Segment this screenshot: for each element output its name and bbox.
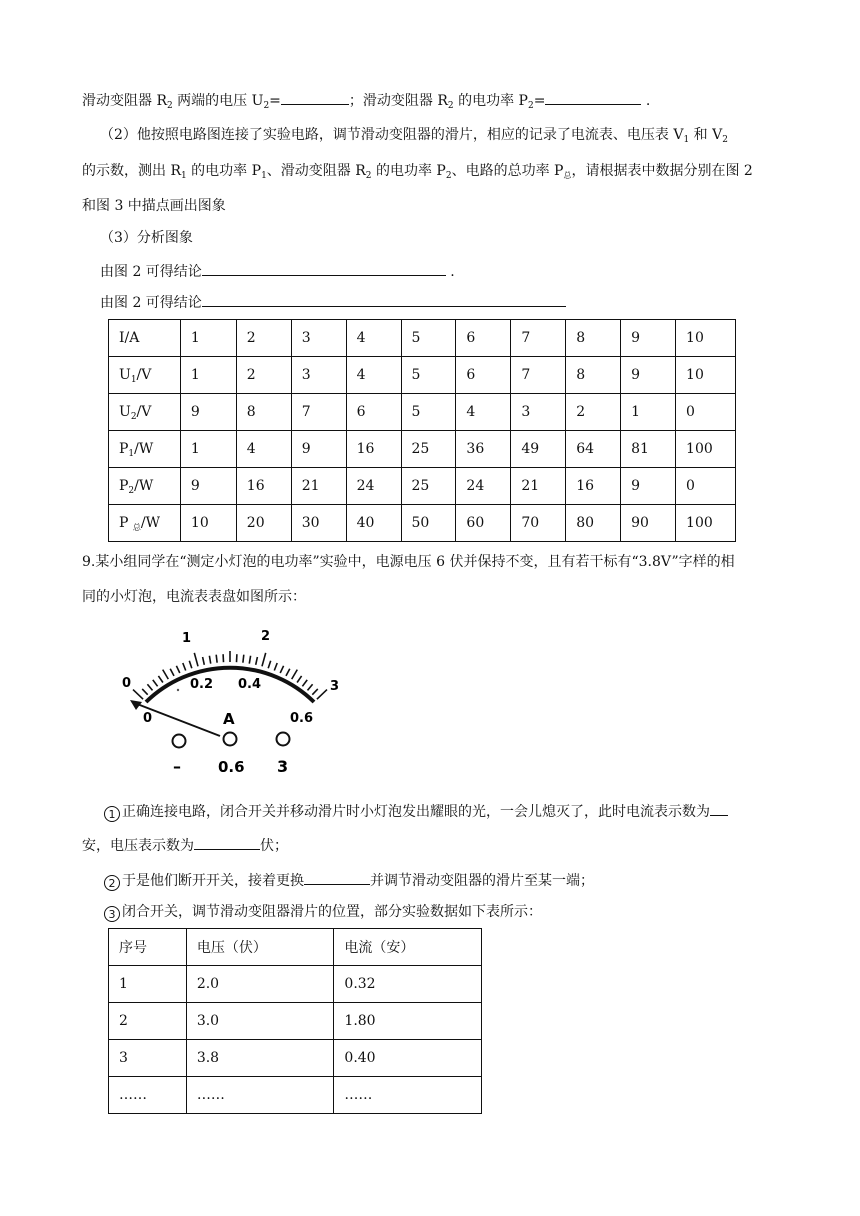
- table-row: [109, 1003, 482, 1040]
- terminal-3: [277, 733, 290, 746]
- label-tail: /V: [136, 367, 152, 383]
- dial-tick: [158, 676, 163, 683]
- dial-arc: [146, 668, 314, 702]
- table-cell: 4: [236, 431, 291, 468]
- table-row: [109, 394, 736, 431]
- dial-tick: [268, 661, 271, 669]
- table-cell: 80: [566, 505, 621, 542]
- blank-u2[interactable]: [281, 90, 349, 105]
- subscript: 1: [261, 171, 267, 181]
- label-text: U: [119, 367, 131, 383]
- terminal-label-minus: –: [173, 757, 181, 776]
- terminal-06: [224, 733, 237, 746]
- table-cell: 7: [511, 320, 566, 357]
- table-cell: 2: [109, 1003, 187, 1040]
- row-label: [109, 320, 181, 357]
- table-cell: 5: [401, 357, 456, 394]
- text: 和 V: [689, 127, 723, 143]
- table-cell: 0: [676, 394, 736, 431]
- dial-tick: [286, 669, 290, 676]
- dial-tick: [243, 655, 244, 663]
- top-label-1: 1: [182, 631, 192, 646]
- table-cell: 3.0: [186, 1003, 334, 1040]
- table-header-cell: 序号: [109, 929, 187, 966]
- dial-tick: [308, 684, 313, 690]
- text: 的电功率 P: [371, 163, 446, 179]
- table-cell: 16: [236, 468, 291, 505]
- label-sub: 1: [130, 375, 137, 385]
- table-cell: 16: [346, 431, 401, 468]
- text: 于是他们断开开关，接着更换: [122, 873, 304, 889]
- subscript: 1: [683, 135, 690, 145]
- label-text: U: [119, 404, 131, 420]
- table-header-row: [109, 929, 482, 966]
- table-cell: 3: [291, 357, 346, 394]
- row-label: [109, 468, 181, 505]
- table-cell: 7: [291, 394, 346, 431]
- circled-number: 3: [104, 906, 120, 922]
- blank-conclusion-1[interactable]: [202, 261, 446, 276]
- text: 伏；: [260, 838, 288, 854]
- dial-tick: [147, 684, 152, 690]
- subscript: 2: [365, 171, 372, 181]
- top-label-2: 2: [261, 629, 271, 644]
- table-row: [109, 320, 736, 357]
- table-cell: 60: [456, 505, 511, 542]
- q2-line3: 和图 3 中描点画出图象: [82, 198, 226, 214]
- bottom-label-0: 0: [143, 711, 153, 726]
- table-row: [109, 468, 736, 505]
- ammeter-dial: [110, 620, 350, 780]
- dial-tick: [317, 690, 327, 700]
- table-cell: 1: [180, 431, 236, 468]
- text: 并调节滑动变阻器的滑片至某一端；: [370, 873, 594, 889]
- label-sub: 1: [128, 449, 135, 459]
- table-cell: 8: [236, 394, 291, 431]
- text: 滑动变阻器 R: [82, 93, 167, 109]
- table-cell: 9: [180, 394, 236, 431]
- step-3: [104, 902, 542, 922]
- table-cell: 6: [346, 394, 401, 431]
- subscript: 2: [447, 101, 454, 111]
- text: 由图 2 可得结论: [100, 295, 202, 311]
- table-cell: 100: [676, 431, 736, 468]
- table-cell: 8: [566, 320, 621, 357]
- table-cell: 10: [676, 357, 736, 394]
- table-cell: 9: [621, 468, 676, 505]
- table-cell: 9: [180, 468, 236, 505]
- table-row: [109, 505, 736, 542]
- dial-tick: [133, 690, 143, 700]
- table-cell: 2.0: [186, 966, 334, 1003]
- dial-tick: [312, 689, 318, 695]
- table-cell: ……: [334, 1077, 482, 1114]
- dial-tick: [163, 670, 169, 680]
- table-cell: 8: [566, 357, 621, 394]
- table-cell: 9: [621, 357, 676, 394]
- table-cell: 16: [566, 468, 621, 505]
- table-cell: 24: [456, 468, 511, 505]
- text: 的电功率 P: [453, 93, 528, 109]
- dial-tick: [142, 689, 148, 695]
- table-cell: 30: [291, 505, 346, 542]
- dial-tick: [209, 656, 210, 664]
- table-cell: 21: [291, 468, 346, 505]
- table-row: [109, 357, 736, 394]
- text: .: [641, 93, 651, 109]
- blank-conclusion-2[interactable]: [202, 292, 566, 307]
- subscript: 总: [563, 171, 572, 180]
- table-cell: 4: [346, 357, 401, 394]
- dial-tick: [153, 680, 158, 686]
- data-table-1: [108, 319, 736, 542]
- text: 由图 2 可得结论: [100, 264, 202, 280]
- table-cell: 36: [456, 431, 511, 468]
- table-row: [109, 966, 482, 1003]
- unit-label: A: [223, 710, 235, 728]
- table-cell: 7: [511, 357, 566, 394]
- subscript: 2: [722, 135, 728, 145]
- step-1-line1: [104, 801, 728, 822]
- text: 闭合开关，调节滑动变阻器滑片的位置，部分实验数据如下表所示：: [122, 904, 542, 920]
- table-cell: 9: [621, 320, 676, 357]
- q3-title: （3）分析图象: [100, 230, 193, 246]
- text: ，请根据表中数据分别在图 2: [571, 163, 753, 179]
- table-cell: 3: [511, 394, 566, 431]
- table-row: [109, 1077, 482, 1114]
- label-text: P: [119, 441, 129, 457]
- circled-number: 1: [104, 806, 120, 822]
- table-cell: 3: [109, 1040, 187, 1077]
- dial-tick: [297, 676, 302, 683]
- dial-tick: [302, 680, 307, 686]
- table-cell: 20: [236, 505, 291, 542]
- bottom-label-02: 0.2: [190, 677, 214, 692]
- table-cell: 0.40: [334, 1040, 482, 1077]
- subscript: 1: [181, 171, 187, 181]
- label-text: I/A: [119, 330, 140, 346]
- terminal-label-3: 3: [277, 757, 289, 776]
- dial-tick: [216, 655, 217, 663]
- label-text: P: [119, 515, 133, 531]
- step-2: [104, 870, 594, 891]
- table-cell: ……: [186, 1077, 334, 1114]
- text: 的电功率 P: [186, 163, 262, 179]
- text: 正确连接电路，闭合开关并移动滑片时小灯泡发出耀眼的光，一会儿熄灭了，此时电流表示数为: [122, 804, 710, 820]
- table-cell: 2: [566, 394, 621, 431]
- table-cell: 5: [401, 320, 456, 357]
- text: 安，电压表示数为: [82, 838, 194, 854]
- circled-number: 2: [104, 875, 120, 891]
- table-header-cell: 电流（安）: [334, 929, 482, 966]
- subscript: 2: [445, 171, 452, 181]
- dial-tick: [249, 656, 250, 664]
- dial-tick: [194, 653, 198, 666]
- row-label: [109, 505, 181, 542]
- bottom-label-04: 0.4: [238, 677, 262, 692]
- row-label: [109, 394, 181, 431]
- label-sub: 2: [130, 412, 137, 422]
- table-cell: 2: [236, 357, 291, 394]
- blank-replace[interactable]: [304, 870, 370, 885]
- table-cell: 25: [401, 468, 456, 505]
- table-cell: 2: [236, 320, 291, 357]
- table-cell: 49: [511, 431, 566, 468]
- table-cell: 70: [511, 505, 566, 542]
- table-cell: 6: [456, 320, 511, 357]
- table-cell: 40: [346, 505, 401, 542]
- dial-tick: [183, 663, 186, 671]
- text: 的示数，测出 R: [82, 163, 181, 179]
- table-cell: 6: [456, 357, 511, 394]
- dial-tick: [203, 657, 205, 665]
- table-row: [109, 1040, 482, 1077]
- step-1-line2: [82, 835, 288, 856]
- table-cell: 1: [621, 394, 676, 431]
- dial-tick: [292, 670, 298, 680]
- q2-line2: [82, 161, 753, 181]
- table-cell: ……: [109, 1077, 187, 1114]
- table-cell: 100: [676, 505, 736, 542]
- label-text: P: [119, 478, 129, 494]
- row-label: [109, 431, 181, 468]
- label-sub: 总: [132, 523, 141, 532]
- top-label-0: 0: [122, 676, 132, 691]
- table-cell: 10: [676, 320, 736, 357]
- table-header-cell: 电压（伏）: [186, 929, 334, 966]
- table-cell: 3.8: [186, 1040, 334, 1077]
- table-cell: 64: [566, 431, 621, 468]
- label-tail: /W: [140, 515, 160, 531]
- table-cell: 81: [621, 431, 676, 468]
- table-cell: 25: [401, 431, 456, 468]
- dial-tick: [274, 663, 277, 671]
- table-row: [109, 431, 736, 468]
- subscript: 2: [263, 101, 270, 111]
- line-top: [82, 90, 650, 111]
- text: =: [533, 93, 546, 109]
- q3-conclusion-2: [100, 292, 566, 313]
- table-cell: 1: [180, 357, 236, 394]
- row-label: [109, 357, 181, 394]
- q3-conclusion-1: [100, 261, 455, 282]
- dial-tick: [170, 669, 174, 676]
- q9-line1: 9.某小组同学在“测定小灯泡的电功率”实验中，电源电压 6 伏并保持不变，且有若干标有“3.8V”字样的相: [82, 554, 735, 570]
- dot: [177, 689, 179, 691]
- q9-line2: 同的小灯泡，电流表表盘如图所示：: [82, 589, 306, 605]
- dial-tick: [256, 657, 258, 665]
- label-tail: /W: [134, 441, 154, 457]
- table-cell: 0: [676, 468, 736, 505]
- table-cell: 90: [621, 505, 676, 542]
- text: 、电路的总功率 P: [451, 163, 564, 179]
- terminal-minus: [173, 735, 186, 748]
- table-cell: 9: [291, 431, 346, 468]
- subscript: 2: [527, 101, 534, 111]
- label-tail: /V: [136, 404, 152, 420]
- text: 、滑动变阻器 R: [266, 163, 366, 179]
- table-cell: 24: [346, 468, 401, 505]
- table-cell: 3: [291, 320, 346, 357]
- table-cell: 4: [456, 394, 511, 431]
- table-cell: 4: [346, 320, 401, 357]
- text: .: [445, 264, 455, 280]
- table-cell: 21: [511, 468, 566, 505]
- dial-tick: [280, 666, 283, 673]
- terminal-label-06: 0.6: [218, 758, 245, 776]
- bottom-label-06: 0.6: [290, 711, 314, 726]
- dial-tick: [189, 661, 192, 669]
- blank-voltage[interactable]: [194, 835, 260, 850]
- top-label-3: 3: [330, 679, 340, 694]
- dial-ticks: [133, 651, 327, 699]
- label-tail: /W: [134, 478, 154, 494]
- text: 两端的电压 U: [172, 93, 264, 109]
- dial-tick: [176, 666, 179, 673]
- text: =: [269, 93, 281, 109]
- table-cell: 1: [109, 966, 187, 1003]
- blank-current[interactable]: [710, 801, 728, 816]
- table-cell: 1: [180, 320, 236, 357]
- blank-p2[interactable]: [545, 90, 641, 105]
- table-cell: 0.32: [334, 966, 482, 1003]
- table-cell: 5: [401, 394, 456, 431]
- text: （2）他按照电路图连接了实验电路，调节滑动变阻器的滑片，相应的记录了电流表、电压表 V: [100, 127, 684, 143]
- data-table-2: [108, 928, 482, 1114]
- table-cell: 10: [180, 505, 236, 542]
- table-cell: 1.80: [334, 1003, 482, 1040]
- text: ；滑动变阻器 R: [348, 93, 448, 109]
- subscript: 2: [167, 101, 173, 111]
- label-sub: 2: [128, 486, 135, 496]
- table-cell: 50: [401, 505, 456, 542]
- dial-tick: [262, 653, 266, 666]
- q2-line1: [100, 125, 728, 145]
